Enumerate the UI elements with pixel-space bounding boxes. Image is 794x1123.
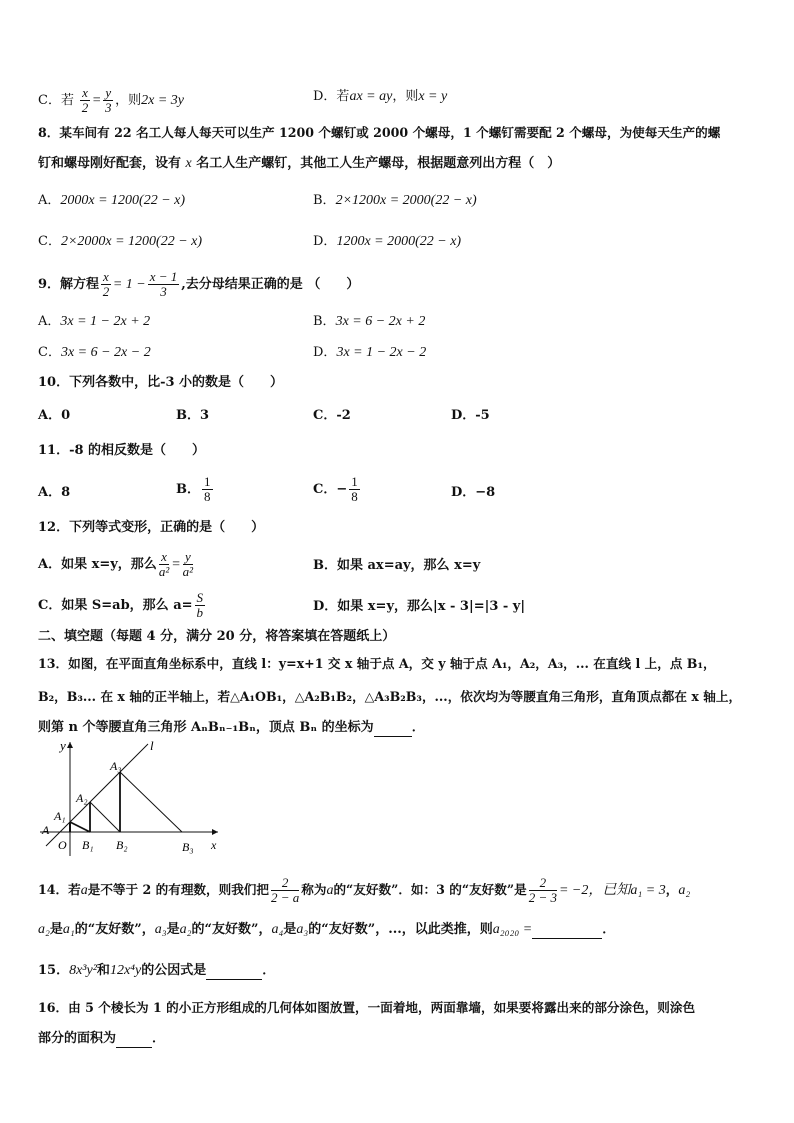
section-heading: 二、填空题（每题 4 分，满分 20 分，将答案填在答题纸上） bbox=[38, 629, 396, 644]
q8-text-2: 钉和螺母刚好配套，设有 x 名工人生产螺钉，其他工人生产螺母，根据题意列出方程（ ） bbox=[38, 156, 561, 171]
fraction: $\frac{2}{2 - 3}$ bbox=[528, 875, 557, 905]
q11-option-a: A．8 bbox=[38, 485, 71, 500]
answer-blank bbox=[206, 979, 262, 980]
q7-option-d: D．若ax = ay，则x = y bbox=[313, 89, 448, 104]
answer-blank bbox=[374, 736, 412, 737]
fraction: $\frac{y}{\text{a²}}$ bbox=[182, 549, 194, 579]
q13-text-2: B₂，B₃... 在 x 轴的正半轴上，若△A₁OB₁，△A₂B₁B₂，△A₃B₂B₃，...，依次均为等腰直角三角形，直角顶点都在 x 轴上， bbox=[38, 689, 742, 704]
fraction: $\frac{x - 1}{3}$ bbox=[149, 269, 178, 299]
q8-text-1: 8．某车间有 22 名工人每人每天可以生产 1200 个螺钉或 2000 个螺母，1 个螺钉需要配 2 个螺母，为使每天生产的螺 bbox=[38, 125, 721, 140]
q11-option-d: D．−8 bbox=[451, 485, 496, 500]
fraction: $\frac{x}{2}$ bbox=[81, 85, 89, 115]
q7-option-c: C．若 $\frac{x}{2}$ = $\frac{y}{3}$ ，则2x = 3y bbox=[38, 85, 184, 115]
q8-option-b: B．2×1200x = 2000(22 − x) bbox=[313, 193, 477, 208]
label-o: O bbox=[58, 838, 67, 852]
q12-question: 12．下列等式变形，正确的是（ ） bbox=[38, 520, 265, 535]
q9-question: 9．解方程 $\frac{x}{2}$ = 1 − $\frac{x - 1}{3}$ ,去分母结果正确的是 （ ） bbox=[38, 269, 360, 299]
label-a3: A₃ bbox=[110, 759, 122, 773]
q10-option-a: A．0 bbox=[38, 408, 71, 423]
q10-question: 10．下列各数中，比-3 小的数是（ ） bbox=[38, 375, 284, 390]
fraction: $\frac{x}{\text{a²}}$ bbox=[158, 549, 170, 579]
label-a2: A₂ bbox=[76, 791, 88, 805]
q10-option-b: B．3 bbox=[176, 408, 210, 423]
q12-option-d: D．如果 x=y，那么|x - 3|=|3 - y| bbox=[313, 599, 526, 614]
fraction: $\frac{y}{3}$ bbox=[104, 85, 112, 115]
q13-text-3: 则第 n 个等腰直角三角形 AₙBₙ₋₁Bₙ，顶点 Bₙ 的坐标为 ． bbox=[38, 720, 425, 735]
q12-option-a: A．如果 x=y，那么 $\frac{x}{\text{a²}}$ = $\frac{y}{\text{a²}}$ bbox=[38, 549, 194, 579]
label-b3: B₃ bbox=[182, 840, 194, 854]
q14-text-2: a₂是a₁的“友好数”，a₃是a₂的“友好数”，a₄是a₃的“友好数”，...，以此类推，则a₂₀₂₀ = ． bbox=[38, 922, 616, 937]
q11-option-b: B． $\frac{1}{8}$ bbox=[176, 474, 211, 504]
q8-option-c: C．2×2000x = 1200(22 − x) bbox=[38, 234, 203, 249]
coordinate-figure bbox=[36, 736, 226, 858]
label-l: l bbox=[150, 738, 154, 753]
segment-a3-b3 bbox=[120, 772, 182, 832]
label-b1: B₁ bbox=[82, 838, 94, 852]
label-a: A bbox=[42, 823, 50, 837]
answer-blank bbox=[532, 938, 602, 939]
fraction: $\frac{x}{2}$ bbox=[102, 269, 110, 299]
fraction: $\frac{2}{2 - a}$ bbox=[270, 875, 300, 905]
q14-text-1: 14．若a是不等于 2 的有理数，则我们把 $\frac{2}{2 - a}$ 称为a的“友好数”．如：3 的“友好数”是 $\frac{2}{2 - 3}$ = −2，已知a₁ = 3，a₂ bbox=[38, 875, 691, 905]
q8-option-d: D．1200x = 2000(22 − x) bbox=[313, 234, 462, 249]
q12-option-c: C．如果 S=ab，那么 a= $\frac{S}{b}$ bbox=[38, 590, 204, 620]
segment-a2-b2 bbox=[90, 802, 120, 832]
answer-blank bbox=[116, 1047, 152, 1048]
q9-option-a: A．3x = 1 − 2x + 2 bbox=[38, 314, 151, 329]
fraction: $\frac{S}{b}$ bbox=[196, 590, 204, 620]
q11-question: 11．-8 的相反数是（ ） bbox=[38, 443, 206, 458]
q9-option-d: D．3x = 1 − 2x − 2 bbox=[313, 345, 427, 360]
label-x: x bbox=[211, 838, 217, 852]
q11-option-c: C．− $\frac{1}{8}$ bbox=[313, 474, 358, 504]
label-a1: A₁ bbox=[54, 809, 66, 823]
q9-option-c: C．3x = 6 − 2x − 2 bbox=[38, 345, 151, 360]
label-b2: B₂ bbox=[116, 838, 128, 852]
q10-option-d: D．-5 bbox=[451, 408, 490, 423]
q12-option-b: B．如果 ax=ay，那么 x=y bbox=[313, 558, 481, 573]
q15-question: 15．8x³y²和12x⁴y的公因式是 ． bbox=[38, 963, 276, 978]
fraction: $\frac{1}{8}$ bbox=[204, 474, 211, 504]
segment-a1-b1 bbox=[70, 822, 90, 832]
label-y: y bbox=[60, 738, 66, 753]
q16-text-2: 部分的面积为 ． bbox=[38, 1031, 166, 1046]
fraction: $\frac{1}{8}$ bbox=[351, 474, 358, 504]
q10-option-c: C．-2 bbox=[313, 408, 351, 423]
q8-option-a: A．2000x = 1200(22 − x) bbox=[38, 193, 186, 208]
q16-text-1: 16．由 5 个棱长为 1 的小正方形组成的几何体如图放置，一面着地，两面靠墙，如果要将露出来的部分涂色，则涂色 bbox=[38, 1000, 696, 1015]
line-l bbox=[46, 744, 148, 846]
q9-option-b: B．3x = 6 − 2x + 2 bbox=[313, 314, 426, 329]
q13-text-1: 13．如图，在平面直角坐标系中，直线 l：y=x+1 交 x 轴于点 A，交 y 轴于点 A₁，A₂，A₃，... 在直线 l 上，点 B₁， bbox=[38, 656, 716, 671]
